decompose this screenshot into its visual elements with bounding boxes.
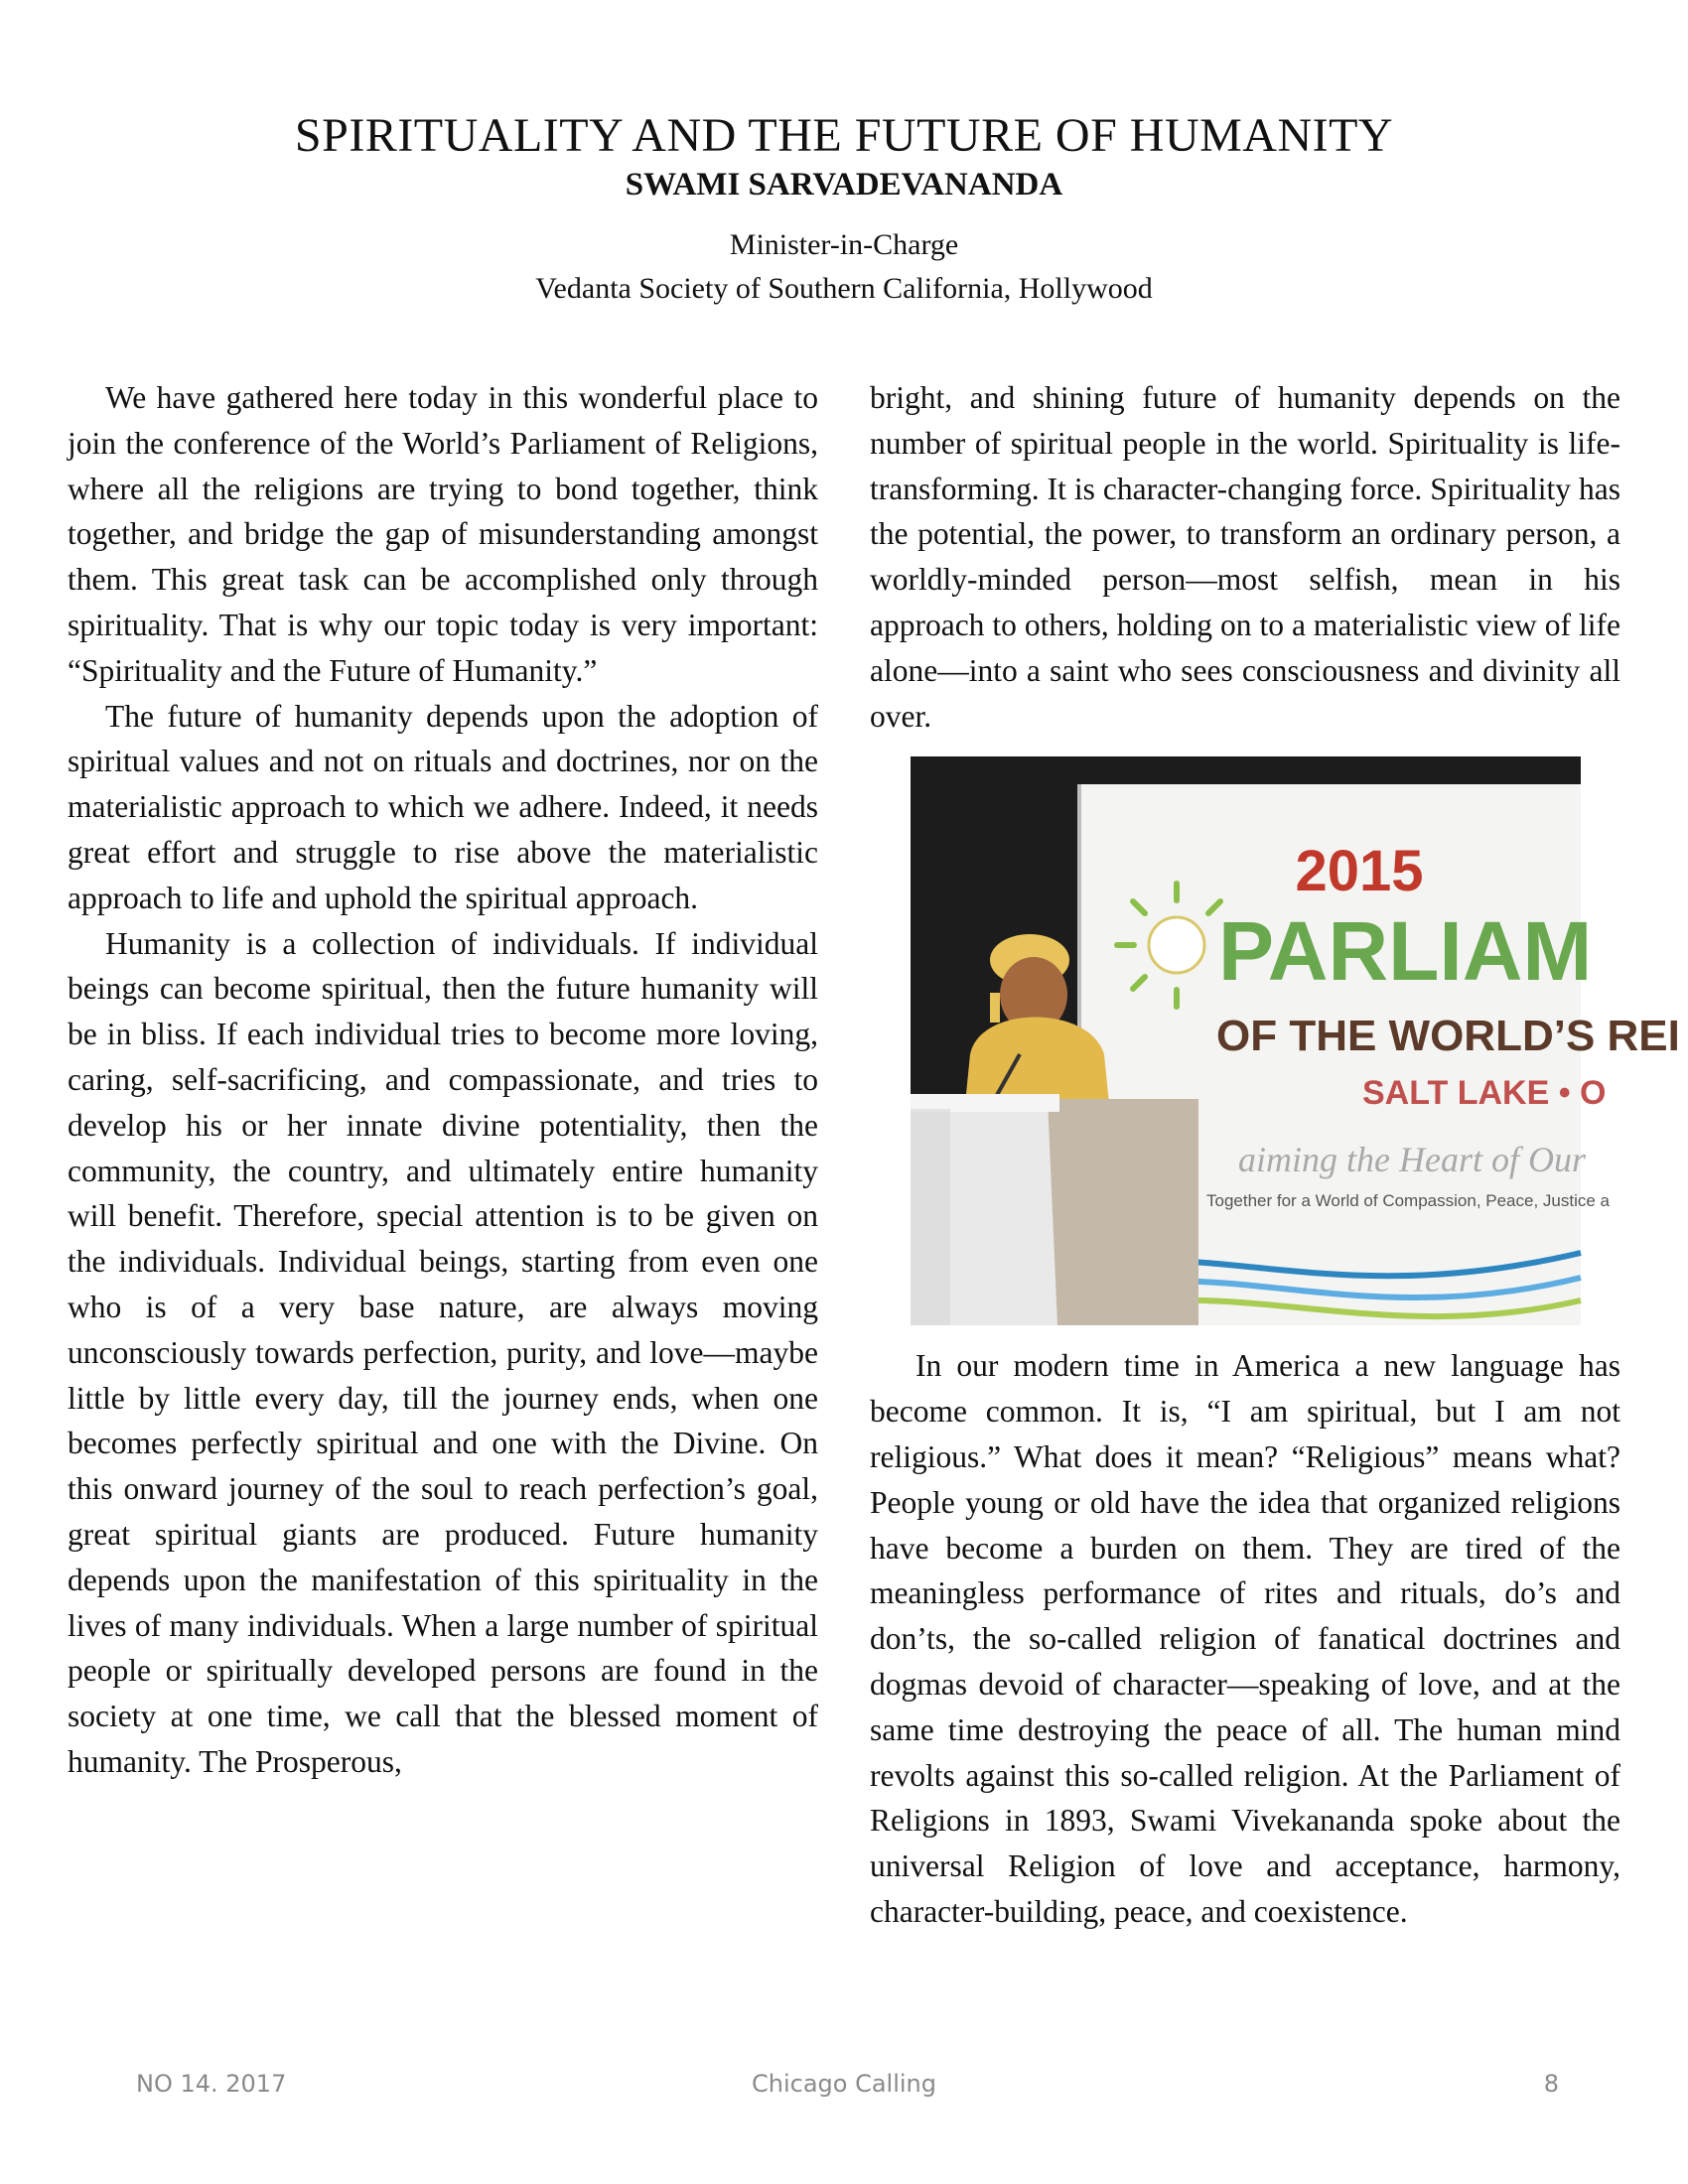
banner-line-1: PARLIAM xyxy=(1217,904,1592,999)
left-paragraph-1: We have gathered here today in this wonderful place to join the conference of the World’s Parliament of Religions, where all the religions are trying to bond together, think together, and bridge the gap of misunderstanding amongst them. This great task can be accomplished only through spirituality. That is why our topic today is very important: “Spirituality and the Future of Humanity.” xyxy=(68,380,818,688)
banner-script: aiming the Heart of Our xyxy=(1237,1140,1586,1180)
author-organization: Vedanta Society of Southern California, Hollywood xyxy=(535,271,1153,305)
article-title: SPIRITUALITY AND THE FUTURE OF HUMANITY xyxy=(294,109,1394,162)
page-footer xyxy=(0,2070,1688,2106)
banner-year: 2015 xyxy=(1294,839,1424,904)
speaker-photo xyxy=(911,756,1680,1325)
speaker-photo-illustration xyxy=(911,756,1680,1325)
banner-line-2: OF THE WORLD’S REI xyxy=(1215,1012,1680,1061)
banner-line-3: SALT LAKE • O xyxy=(1361,1074,1606,1113)
left-paragraph-2: The future of humanity depends upon the adoption of spiritual values and not on rituals and doctrines, nor on the materialistic approach to which we adhere. Indeed, it needs great effort and struggle to rise above the materialistic approach to life and uphold the spiritual approach. xyxy=(68,698,818,915)
right-column xyxy=(870,375,1680,1935)
article-author: SWAMI SARVADEVANANDA xyxy=(625,167,1063,204)
right-paragraph-2: In our modern time in America a new language has become common. It is, “I am spiritual, but I am not religious.” What does it mean? “Religious” means what? People young or old have the idea that organized religions have become a burden on them. They are tired of the meaningless performance of rites and rituals, do’s and don’ts, the so-called religion of fanatical doctrines and dogmas devoid of character—speaking of love, and at the same time destroying the peace of all. The human mind revolts against this so-called religion. At the Parliament of Religions in 1893, Swami Vivekananda spoke about the universal Religion of love and acceptance, harmony, character-building, peace, and coexistence. xyxy=(870,1348,1620,1929)
footer-page-number: 8 xyxy=(1543,2070,1559,2098)
banner-tagline: Together for a World of Compassion, Peace, Justice a xyxy=(1205,1191,1610,1211)
left-column xyxy=(68,375,818,1785)
right-paragraph-1: bright, and shining future of humanity depends on the number of spiritual people in the world. Spirituality is life-transforming. It is character-changing force. Spirituality has the potential, the power, to transform an ordinary person, a worldly-minded person—most selfish, mean in his approach to others, holding on to a materialistic view of life alone—into a saint who sees consciousness and divinity all over. xyxy=(870,380,1620,734)
article-header xyxy=(0,111,1688,311)
footer-publication: Chicago Calling xyxy=(752,2070,936,2098)
footer-issue: NO 14. 2017 xyxy=(136,2070,287,2098)
author-position: Minister-in-Charge xyxy=(729,227,959,261)
left-paragraph-3: Humanity is a collection of individuals. If individual beings can become spiritual, then the future humanity will be in bliss. If each individual tries to become more loving, caring, self-sacrificing, and compassionate, and tries to develop his or her innate divine potentiality, then the community, the country, and ultimately entire humanity will benefit. Therefore, special attention is to be given on the individuals. Individual beings, starting from even one who is of a very base nature, are always moving unconsciously towards perfection, purity, and love—maybe little by little every day, till the journey ends, when one becomes perfectly spiritual and one with the Divine. On this onward journey of the soul to reach perfection’s goal, great spiritual giants are produced. Future humanity depends upon the manifestation of this spirituality in the lives of many individuals. When a large number of spiritual people or spiritually developed persons are found in the society at one time, we call that the blessed moment of humanity. The Prosperous, xyxy=(68,925,818,1779)
author-affiliation xyxy=(0,223,1688,311)
